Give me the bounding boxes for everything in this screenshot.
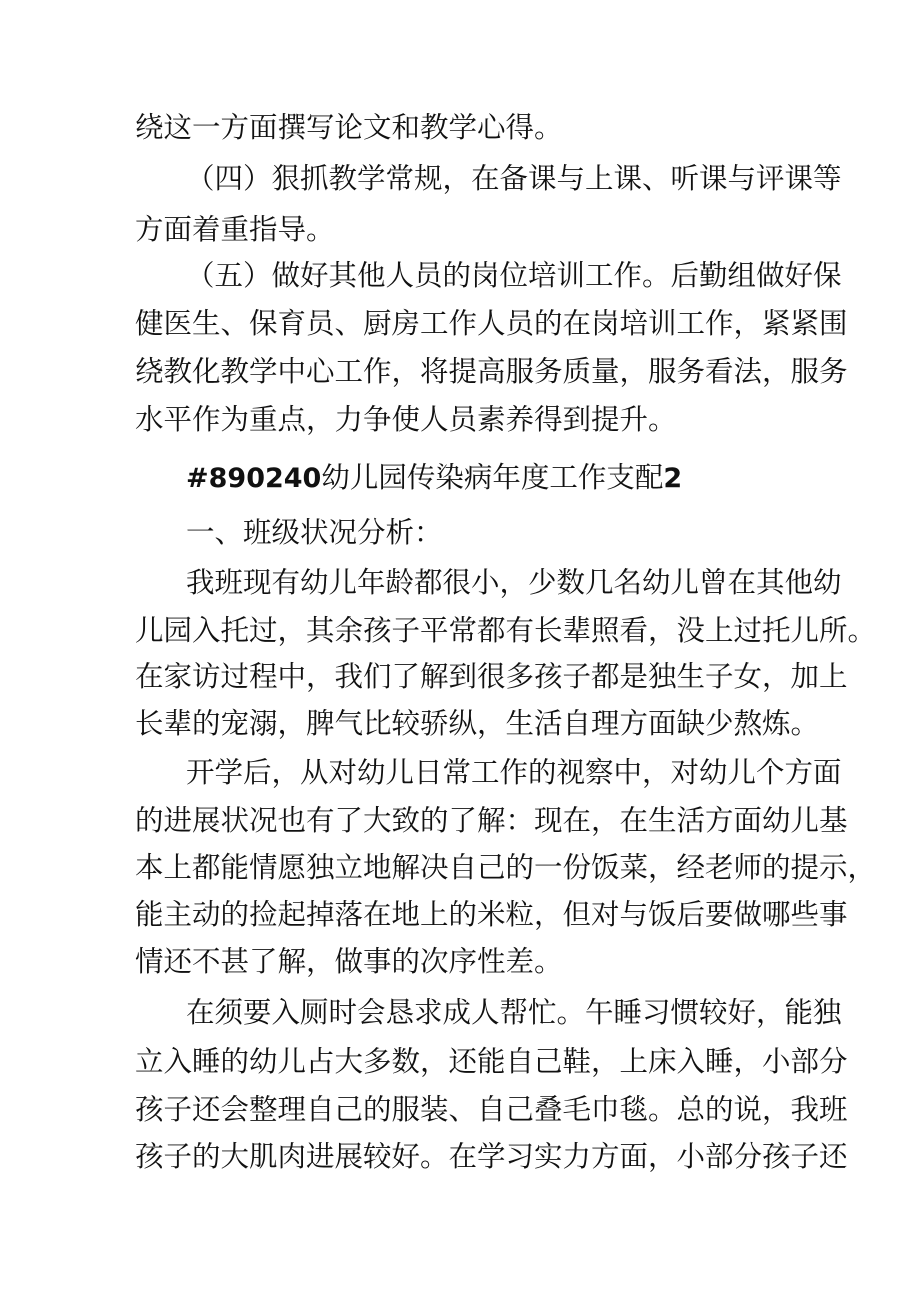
- section-heading: [186, 458, 846, 498]
- text-line: 能主动的捡起掉落在地上的米粒，但对与饭后要做哪些事: [135, 898, 848, 931]
- text-line: 开学后，从对幼儿日常工作的视察中，对幼儿个方面: [186, 756, 842, 789]
- text-line: 长辈的宠溺，脾气比较骄纵，生活自理方面缺少熬炼。: [135, 707, 820, 740]
- text-line: 情还不甚了解，做事的次序性差。: [135, 945, 563, 978]
- text-line: 方面着重指导。: [135, 213, 335, 246]
- text-line: 立入睡的幼儿占大多数，还能自己鞋，上床入睡，小部分: [135, 1045, 848, 1078]
- text-line: （四）狠抓教学常规，在备课与上课、听课与评课等: [186, 162, 842, 195]
- text-line: 绕教化教学中心工作，将提高服务质量，服务看法，服务: [135, 355, 848, 388]
- text-line: （五）做好其他人员的岗位培训工作。后勤组做好保: [186, 259, 842, 292]
- heading-suffix: 2: [663, 463, 683, 494]
- text-line: 水平作为重点，力争使人员素养得到提升。: [135, 403, 677, 436]
- text-line: 健医生、保育员、厨房工作人员的在岗培训工作，紧紧围: [135, 307, 848, 340]
- text-line: 一、班级状况分析：: [186, 516, 443, 549]
- text-line: 孩子还会整理自己的服装、自己叠毛巾毯。总的说，我班: [135, 1093, 848, 1126]
- text-line: 绕这一方面撰写论文和教学心得。: [135, 111, 563, 144]
- text-line: 在须要入厕时会恳求成人帮忙。午睡习惯较好，能独: [186, 996, 842, 1029]
- text-line: 孩子的大肌肉进展较好。在学习实力方面，小部分孩子还: [135, 1140, 848, 1173]
- text-line: 我班现有幼儿年龄都很小，少数几名幼儿曾在其他幼: [186, 566, 842, 599]
- text-line: 本上都能情愿独立地解决自己的一份饭菜，经老师的提示，: [135, 851, 877, 884]
- heading-prefix: #890240: [186, 463, 322, 494]
- text-line: 的进展状况也有了大致的了解：现在，在生活方面幼儿基: [135, 804, 848, 837]
- heading-title: 幼儿园传染病年度工作支配: [321, 461, 664, 494]
- text-line: 在家访过程中，我们了解到很多孩子都是独生子女，加上: [135, 660, 848, 693]
- text-line: 儿园入托过，其余孩子平常都有长辈照看，没上过托儿所。: [135, 614, 877, 647]
